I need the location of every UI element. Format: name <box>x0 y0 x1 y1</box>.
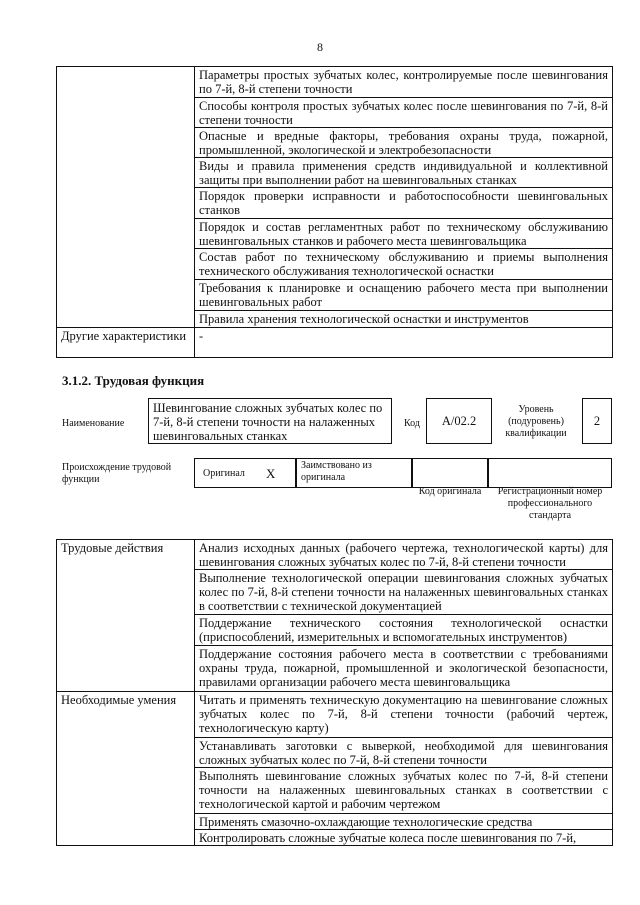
original-label: Оригинал <box>203 468 245 479</box>
labor-actions-label: Трудовые действия <box>57 540 195 692</box>
reg-number-caption: Регистрационный номер профессионального стандарта <box>497 486 603 521</box>
code-label: Код <box>404 418 420 429</box>
knowledge-table <box>56 66 613 358</box>
skills-label: Необходимые умения <box>57 692 195 846</box>
qualification-level-value: 2 <box>593 414 601 428</box>
labor-action-item: Выполнение технологической операции шевингования сложных зубчатых колес по 7-й, 8-й степени точности на налаженных шевинговальных станках в соответствии с технической документацией <box>195 570 613 615</box>
section-title: 3.1.2. Трудовая функция <box>62 373 205 388</box>
other-characteristics-value: - <box>195 328 613 358</box>
original-mark: X <box>266 466 276 481</box>
skill-item: Выполнять шевингование сложных зубчатых колес по 7-й, 8-й степени точности на налаженных шевинговальных станках в соответствии с технологической картой и рабочим чертежом <box>195 768 613 814</box>
name-label: Наименование <box>62 418 125 429</box>
function-name-value: Шевингование сложных зубчатых колес по 7-й, 8-й степени точности на налаженных шевинговальных станках <box>153 401 383 443</box>
origin-reg-box <box>488 458 612 488</box>
knowledge-item: Способы контроля простых зубчатых колес после шевингования по 7-й, 8-й степени точности <box>195 98 613 128</box>
page-number: 8 <box>317 40 323 54</box>
skill-item: Читать и применять техническую документацию на шевингование сложных зубчатых колес по 7-й, 8-й степени точности (рабочий чертеж, технологическую карту) <box>195 692 613 738</box>
labor-action-item: Поддержание состояния рабочего места в соответствии с требованиями охраны труда, пожарной, промышленной и экологической безопасности, правилами организации рабочего места шевинговальщика <box>195 646 613 692</box>
knowledge-item: Опасные и вредные факторы, требования охраны труда, пожарной, промышленной, экологической и электробезопасности <box>195 128 613 158</box>
knowledge-item: Порядок и состав регламентных работ по техническому обслуживанию шевинговальных станков и рабочего места шевинговальщика <box>195 219 613 249</box>
labor-action-item: Анализ исходных данных (рабочего чертежа, технологической карты) для шевингования сложных зубчатых колес по 7-й, 8-й степени точности <box>195 540 613 570</box>
knowledge-label-cell <box>57 67 195 328</box>
knowledge-item: Порядок проверки исправности и работоспособности шевинговальных станков <box>195 188 613 219</box>
knowledge-item: Параметры простых зубчатых колес, контролируемые после шевингования по 7-й, 8-й степени точности <box>195 67 613 98</box>
origin-label: Происхождение трудовой функции <box>62 462 172 485</box>
knowledge-item: Правила хранения технологической оснастки и инструментов <box>195 311 613 328</box>
actions-table <box>56 539 613 846</box>
skill-item: Контролировать сложные зубчатые колеса после шевингования по 7-й, <box>195 830 613 846</box>
labor-action-item: Поддержание технического состояния технологической оснастки (приспособлений, измерительных и вспомогательных инструментов) <box>195 615 613 646</box>
knowledge-item: Виды и правила применения средств индивидуальной и коллективной защиты при выполнении работ на шевинговальных станках <box>195 158 613 188</box>
code-value: А/02.2 <box>441 414 477 428</box>
knowledge-item: Требования к планировке и оснащению рабочего места при выполнении шевинговальных работ <box>195 280 613 311</box>
other-characteristics-label: Другие характеристики <box>57 328 195 358</box>
skill-item: Устанавливать заготовки с выверкой, необходимой для шевингования сложных зубчатых колес по 7-й, 8-й степени точности <box>195 738 613 768</box>
origin-code-box <box>412 458 488 488</box>
code-caption: Код оригинала <box>418 486 482 497</box>
qualification-level-label: Уровень (подуровень) квалификации <box>505 404 567 439</box>
borrowed-label: Заимствовано из оригинала <box>301 460 372 483</box>
knowledge-item: Состав работ по техническому обслуживанию и приемы выполнения технического обслуживания технологической оснастки <box>195 249 613 280</box>
skill-item: Применять смазочно-охлаждающие технологические средства <box>195 814 613 830</box>
